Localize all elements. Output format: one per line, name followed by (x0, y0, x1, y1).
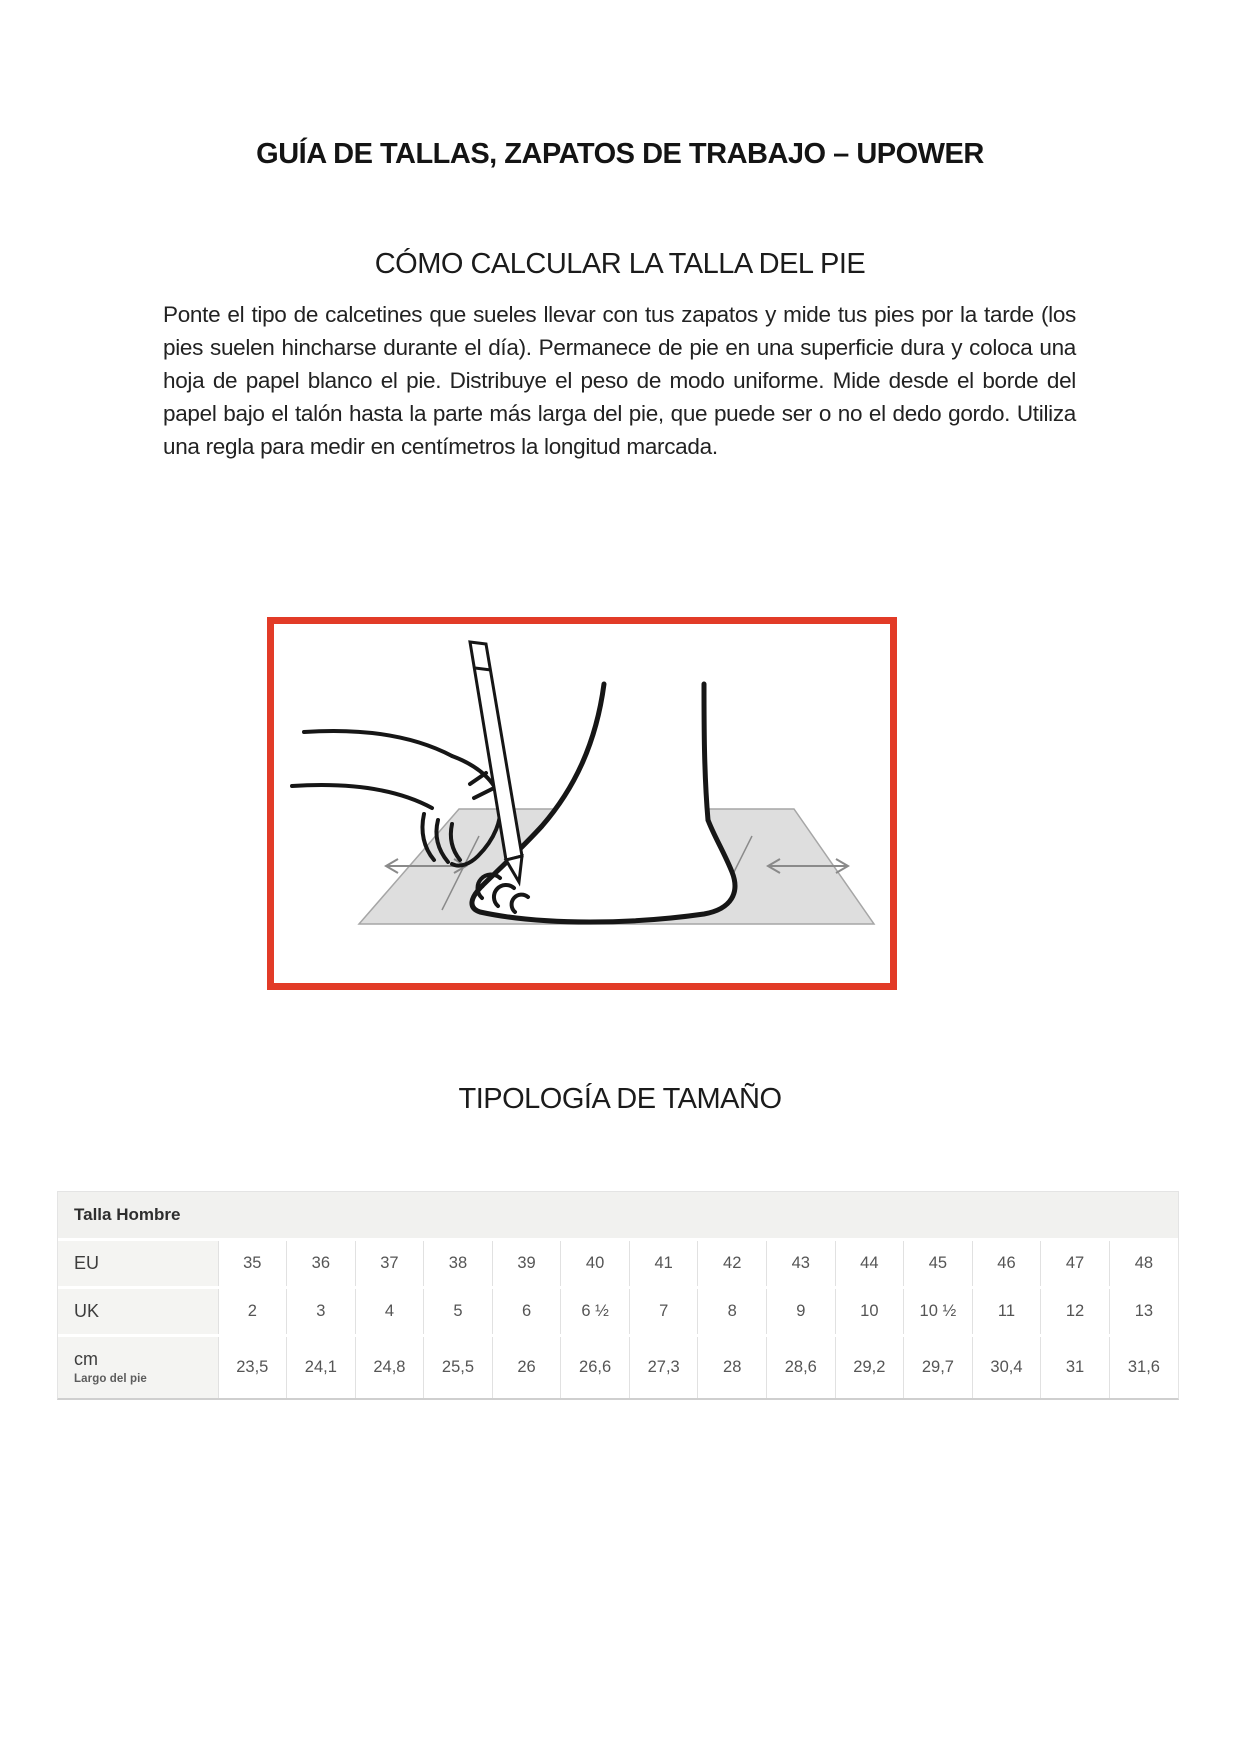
size-cell: 39 (492, 1240, 561, 1288)
size-cell: 13 (1109, 1288, 1178, 1336)
foot-measurement-figure (267, 617, 897, 990)
size-cell: 26,6 (561, 1336, 630, 1398)
size-cell: 43 (767, 1240, 836, 1288)
row-label-uk: UK (58, 1288, 218, 1336)
howto-heading: CÓMO CALCULAR LA TALLA DEL PIE (374, 248, 866, 280)
size-cell: 10 (835, 1288, 904, 1336)
size-cell: 38 (424, 1240, 493, 1288)
size-cell: 37 (355, 1240, 424, 1288)
table-row-uk (58, 1288, 1178, 1336)
size-cell: 24,1 (287, 1336, 356, 1398)
table-title: Talla Hombre (58, 1192, 1178, 1240)
table-row-eu (58, 1240, 1178, 1288)
size-cell: 41 (629, 1240, 698, 1288)
size-cell: 6 (492, 1288, 561, 1336)
size-table (57, 1191, 1179, 1400)
size-cell: 27,3 (629, 1336, 698, 1398)
page-title: GUÍA DE TALLAS, ZAPATOS DE TRABAJO – UPOWER (256, 138, 984, 170)
size-cell: 44 (835, 1240, 904, 1288)
size-cell: 45 (904, 1240, 973, 1288)
size-cell: 35 (218, 1240, 287, 1288)
foot-measurement-illustration-svg (274, 624, 890, 983)
size-cell: 42 (698, 1240, 767, 1288)
size-cell: 31,6 (1109, 1336, 1178, 1398)
size-cell: 9 (767, 1288, 836, 1336)
size-cell: 24,8 (355, 1336, 424, 1398)
size-cell: 3 (287, 1288, 356, 1336)
size-cell: 28,6 (767, 1336, 836, 1398)
size-cell: 47 (1041, 1240, 1110, 1288)
size-cell: 6 ½ (561, 1288, 630, 1336)
size-cell: 25,5 (424, 1336, 493, 1398)
size-cell: 29,2 (835, 1336, 904, 1398)
size-cell: 11 (972, 1288, 1041, 1336)
size-cell: 46 (972, 1240, 1041, 1288)
row-label-cm (58, 1336, 218, 1398)
table-title-row (58, 1192, 1178, 1240)
grip-mark-2 (474, 789, 492, 798)
table-row-cm (58, 1336, 1178, 1398)
size-cell: 48 (1109, 1240, 1178, 1288)
size-cell: 7 (629, 1288, 698, 1336)
size-cell: 4 (355, 1288, 424, 1336)
size-cell: 30,4 (972, 1336, 1041, 1398)
size-cell: 26 (492, 1336, 561, 1398)
size-cell: 36 (287, 1240, 356, 1288)
typology-heading: TIPOLOGÍA DE TAMAÑO (458, 1083, 782, 1115)
size-cell: 8 (698, 1288, 767, 1336)
size-cell: 5 (424, 1288, 493, 1336)
grip-mark-1 (470, 773, 486, 784)
howto-paragraph: Ponte el tipo de calcetines que sueles llevar con tus zapatos y mide tus pies por la tarde (los pies suelen hincharse durante el día). Permanece de pie en una superficie dura y coloca una hoja de papel blanco el pie. Distribuye el peso de modo uniforme. Mide desde el borde del papel bajo el talón hasta la parte más larga del pie, que puede ser o no el dedo gordo. Utiliza una regla para medir en centímetros la longitud marcada. (163, 302, 1076, 459)
size-cell: 23,5 (218, 1336, 287, 1398)
size-cell: 40 (561, 1240, 630, 1288)
size-cell: 10 ½ (904, 1288, 973, 1336)
size-cell: 12 (1041, 1288, 1110, 1336)
cm-label: cm (74, 1349, 98, 1370)
size-cell: 28 (698, 1336, 767, 1398)
cm-sublabel: Largo del pie (74, 1373, 147, 1386)
row-label-eu: EU (58, 1240, 218, 1288)
arm-bottom-line (292, 785, 432, 808)
arm-top-line (304, 731, 452, 756)
size-cell: 2 (218, 1288, 287, 1336)
size-cell: 31 (1041, 1336, 1110, 1398)
size-cell: 29,7 (904, 1336, 973, 1398)
